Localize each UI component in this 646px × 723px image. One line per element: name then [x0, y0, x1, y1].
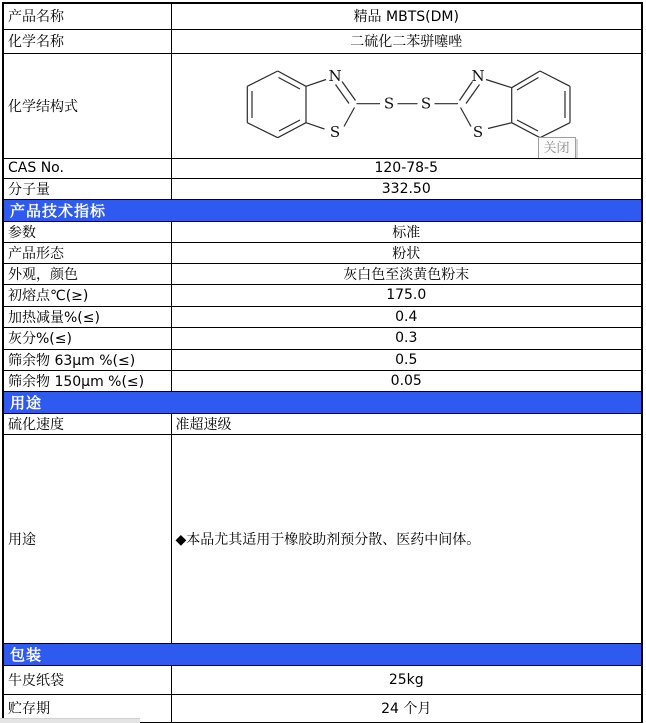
row-chemical-structure — [3, 53, 642, 158]
nitrogen-atom-label: N — [327, 67, 342, 85]
storage-period-label: 贮存期 — [3, 694, 171, 723]
heating-loss-label: 加热减量%(≤) — [3, 306, 171, 327]
usage-detail-label: 用途 — [3, 434, 171, 643]
row-appearance — [3, 263, 642, 284]
row-product-form — [3, 242, 642, 263]
row-molecular-weight — [3, 178, 642, 199]
molecular-weight-label: 分子量 — [3, 178, 171, 199]
parameter-value: 标准 — [171, 221, 642, 242]
product-name-label: 产品名称 — [3, 3, 171, 29]
residue-63um-label: 筛余物 63μm %(≤) — [3, 349, 171, 370]
appearance-label: 外观，颜色 — [3, 263, 171, 284]
kraft-bag-value: 25kg — [171, 665, 642, 694]
row-initial-melting-point — [3, 284, 642, 306]
heating-loss-value: 0.4 — [171, 306, 642, 327]
appearance-value: 灰白色至淡黄色粉末 — [171, 263, 642, 284]
sulfur-atom-label: S — [383, 94, 394, 113]
row-heating-loss — [3, 306, 642, 327]
product-spec-table — [2, 2, 643, 723]
storage-period-value: 24 个月 — [171, 694, 642, 723]
row-vulcanization-speed — [3, 413, 642, 434]
initial-melting-point-label: 初熔点℃(≥) — [3, 284, 171, 306]
row-residue-63um — [3, 349, 642, 370]
ash-label: 灰分%(≤) — [3, 327, 171, 349]
section-header-usage — [3, 391, 642, 413]
bottom-partial-bar — [0, 718, 140, 723]
initial-melting-point-value: 175.0 — [171, 284, 642, 306]
sulfur-atom-label: S — [472, 123, 483, 141]
section-header-packaging — [3, 643, 642, 665]
product-form-value: 粉状 — [171, 242, 642, 263]
vulcanization-speed-label: 硫化速度 — [3, 413, 171, 434]
chemical-structure-label: 化学结构式 — [3, 53, 171, 158]
row-residue-150um — [3, 370, 642, 391]
residue-150um-label: 筛余物 150μm %(≤) — [3, 370, 171, 391]
chemical-name-value: 二硫化二苯骈噻唑 — [171, 29, 642, 53]
row-product-name — [3, 3, 642, 29]
packaging-header: 包装 — [3, 643, 642, 665]
usage-detail-value: ◆本品尤其适用于橡胶助剂预分散、医药中间体。 — [171, 434, 642, 643]
row-ash — [3, 327, 642, 349]
chemical-structure-cell — [171, 53, 642, 158]
residue-63um-value: 0.5 — [171, 349, 642, 370]
section-header-tech-specs — [3, 199, 642, 221]
row-usage-detail — [3, 434, 642, 643]
parameter-label: 参数 — [3, 221, 171, 242]
nitrogen-atom-label: N — [470, 67, 485, 85]
molecular-weight-value: 332.50 — [171, 178, 642, 199]
residue-150um-value: 0.05 — [171, 370, 642, 391]
sulfur-atom-label: S — [329, 123, 340, 141]
product-name-value: 精品 MBTS(DM) — [171, 3, 642, 29]
vulcanization-speed-value: 准超速级 — [171, 413, 642, 434]
product-form-label: 产品形态 — [3, 242, 171, 263]
row-kraft-bag — [3, 665, 642, 694]
kraft-bag-label: 牛皮纸袋 — [3, 665, 171, 694]
tech-specs-header: 产品技术指标 — [3, 199, 642, 221]
chemical-name-label: 化学名称 — [3, 29, 171, 53]
row-cas-no — [3, 158, 642, 178]
cas-no-label: CAS No. — [3, 158, 171, 178]
ash-value: 0.3 — [171, 327, 642, 349]
row-parameter — [3, 221, 642, 242]
close-button[interactable]: 关闭 — [538, 137, 576, 159]
row-chemical-name — [3, 29, 642, 53]
usage-header: 用途 — [3, 391, 642, 413]
cas-no-value: 120-78-5 — [171, 158, 642, 178]
sulfur-atom-label: S — [420, 94, 431, 113]
